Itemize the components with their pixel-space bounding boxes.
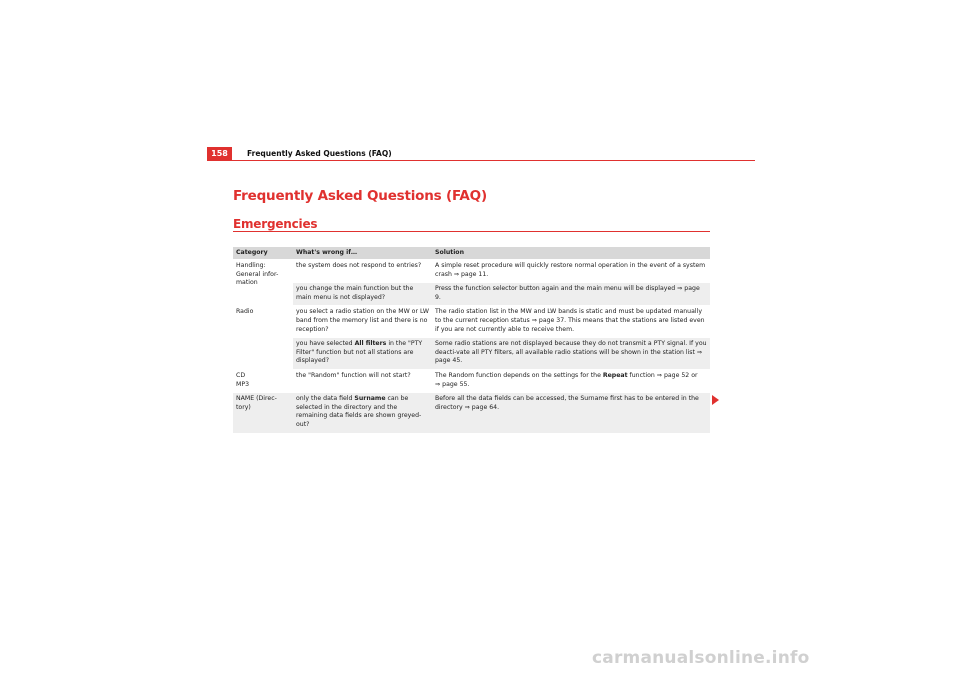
- solution-cell: Some radio stations are not displayed because they do not transmit a PTY signal. If you deacti-vate all PTY filters, all available radio stations will be shown in the station list ⇒ page 45.: [432, 338, 710, 370]
- problem-bold-text: All filters: [354, 340, 387, 348]
- continue-arrow-icon: [712, 395, 719, 405]
- running-head: Frequently Asked Questions (FAQ): [247, 149, 392, 158]
- page-number: 158: [207, 147, 232, 160]
- header-solution: Solution: [432, 247, 710, 260]
- faq-table: [233, 247, 710, 434]
- problem-cell: the system does not respond to entries?: [293, 260, 432, 283]
- table-header-row: [233, 247, 710, 260]
- problem-cell: [293, 338, 432, 370]
- category-cell: Radio: [233, 306, 293, 370]
- problem-text: only the data field: [296, 395, 355, 403]
- table-row: [233, 369, 710, 392]
- watermark: carmanualsonline.info: [592, 648, 810, 668]
- section-title: Emergencies: [233, 217, 318, 231]
- problem-cell: you select a radio station on the MW or LW band from the memory list and there is no reception?: [293, 306, 432, 338]
- solution-cell: A simple reset procedure will quickly restore normal operation in the event of a system crash ⇒ page 11.: [432, 260, 710, 283]
- solution-bold-text: Repeat: [602, 371, 628, 379]
- header-problem: What's wrong if…: [293, 247, 432, 260]
- table-row: [233, 306, 710, 338]
- table-row: [233, 260, 710, 283]
- problem-text: in the "PTY Filter" function but not all stations are displayed?: [296, 340, 423, 365]
- problem-cell: [293, 393, 432, 433]
- category-cell: NAME (Direc- tory): [233, 393, 293, 433]
- problem-cell: the "Random" function will not start?: [293, 369, 432, 392]
- table-row: [233, 393, 710, 433]
- solution-cell: Press the function selector button again and the main menu will be displayed ⇒ page 9.: [432, 283, 710, 306]
- solution-text: The Random function depends on the settings for the: [435, 371, 603, 379]
- problem-bold-text: Surname: [354, 395, 386, 403]
- solution-cell: The radio station list in the MW and LW bands is static and must be updated manually to the current reception status ⇒ page 37. This means that the stations are listed even if you are not currently able to receive them.: [432, 306, 710, 338]
- page-title: Frequently Asked Questions (FAQ): [233, 188, 487, 204]
- section-rule: [233, 231, 710, 232]
- table-row: [233, 338, 710, 370]
- category-cell: Handling: General infor- mation: [233, 260, 293, 306]
- problem-cell: you change the main function but the main menu is not displayed?: [293, 283, 432, 306]
- header-rule: [207, 160, 755, 161]
- problem-text: can be selected in the directory and the remaining data fields are shown greyed-out?: [296, 395, 422, 428]
- problem-text: you have selected: [296, 340, 355, 348]
- category-cell: CD MP3: [233, 369, 293, 392]
- solution-cell: [432, 369, 710, 392]
- solution-text: function ⇒ page 52 or ⇒ page 55.: [435, 371, 698, 388]
- table-row: [233, 283, 710, 306]
- solution-cell: Before all the data fields can be accessed, the Surname first has to be entered in the directory ⇒ page 64.: [432, 393, 710, 433]
- header-category: Category: [233, 247, 293, 260]
